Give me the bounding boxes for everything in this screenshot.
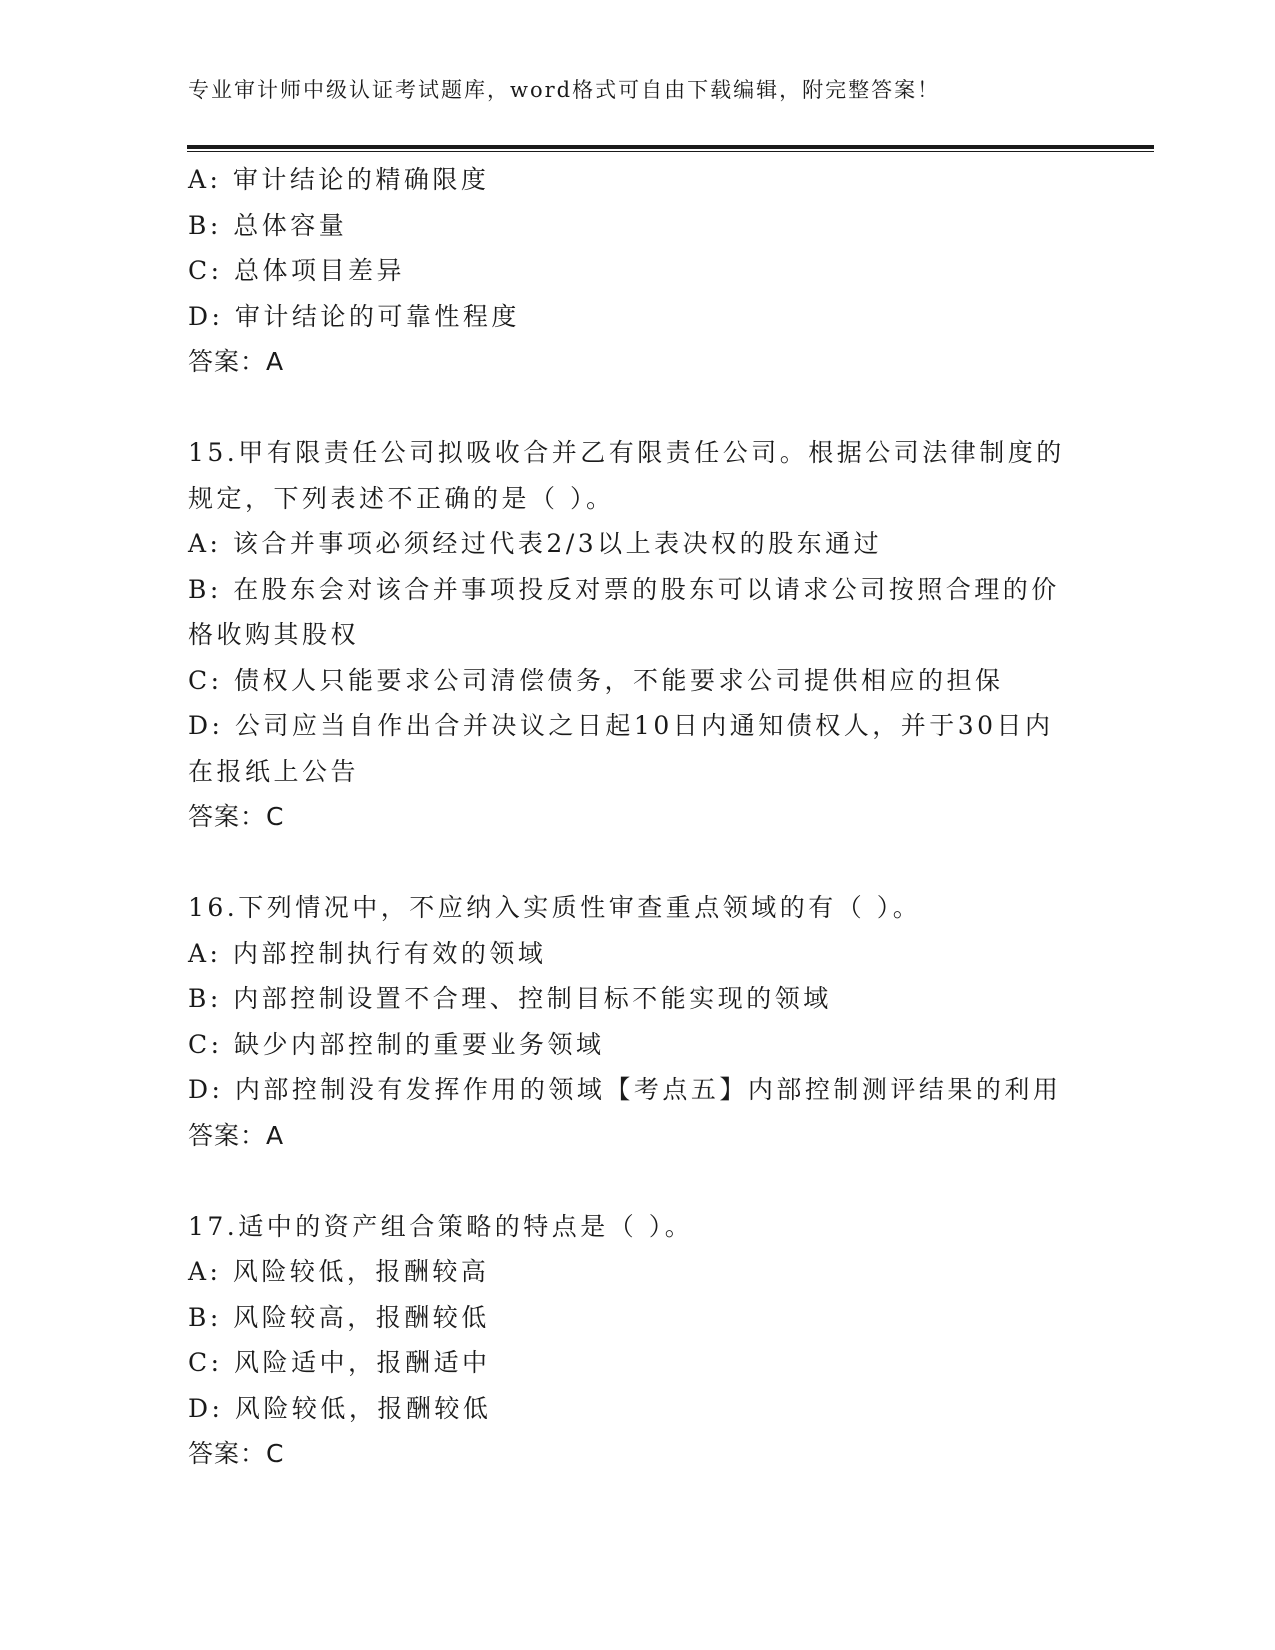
option-d: D: 内部控制没有发挥作用的领域【考点五】内部控制测评结果的利用 bbox=[188, 1075, 1062, 1104]
option-c: C: 风险适中，报酬适中 bbox=[188, 1348, 491, 1377]
option-b-cont: 格收购其股权 bbox=[188, 620, 360, 649]
question-stem: 15.甲有限责任公司拟吸收合并乙有限责任公司。根据公司法律制度的 bbox=[188, 438, 1065, 467]
option-d: D: 公司应当自作出合并决议之日起10日内通知债权人，并于30日内 bbox=[188, 711, 1054, 740]
answer-line: 答案：C bbox=[188, 1439, 285, 1468]
block-spacer bbox=[188, 385, 1088, 431]
question-block-16 bbox=[188, 885, 1088, 1158]
header-rule-thick bbox=[187, 145, 1154, 149]
option-d: D: 风险较低，报酬较低 bbox=[188, 1393, 492, 1423]
option-b: B: 总体容量 bbox=[188, 210, 348, 240]
header-rule-thin bbox=[187, 151, 1154, 152]
answer-line: 答案：A bbox=[188, 347, 285, 376]
option-d: D: 审计结论的可靠性程度 bbox=[188, 301, 520, 331]
block-spacer bbox=[188, 1158, 1088, 1204]
question-content bbox=[188, 157, 1088, 1477]
option-a: A: 风险较低，报酬较高 bbox=[188, 1257, 490, 1286]
question-stem-cont: 规定，下列表述不正确的是（ ）。 bbox=[188, 483, 615, 513]
option-b: B: 风险较高，报酬较低 bbox=[188, 1302, 490, 1332]
option-a: A: 内部控制执行有效的领域 bbox=[188, 938, 547, 968]
option-c: C: 缺少内部控制的重要业务领域 bbox=[188, 1029, 605, 1059]
option-c: C: 总体项目差异 bbox=[188, 256, 405, 285]
option-a: A: 审计结论的精确限度 bbox=[188, 165, 490, 194]
option-b: B: 在股东会对该合并事项投反对票的股东可以请求公司按照合理的价 bbox=[188, 574, 1060, 604]
option-b: B: 内部控制设置不合理、控制目标不能实现的领域 bbox=[188, 984, 832, 1013]
block-spacer bbox=[188, 840, 1088, 886]
question-stem: 16.下列情况中，不应纳入实质性审查重点领域的有（ ）。 bbox=[188, 893, 922, 922]
option-a: A: 该合并事项必须经过代表2/3以上表决权的股东通过 bbox=[188, 529, 883, 558]
question-block-14 bbox=[188, 157, 1088, 385]
question-stem: 17.适中的资产组合策略的特点是（ ）。 bbox=[188, 1211, 694, 1241]
question-block-15 bbox=[188, 430, 1088, 840]
answer-line: 答案：C bbox=[188, 802, 285, 831]
question-block-17 bbox=[188, 1204, 1088, 1477]
option-d-cont: 在报纸上公告 bbox=[188, 756, 360, 786]
page-header: 专业审计师中级认证考试题库，word格式可自由下载编辑，附完整答案！ bbox=[188, 78, 941, 102]
option-c: C: 债权人只能要求公司清偿债务，不能要求公司提供相应的担保 bbox=[188, 665, 1004, 695]
answer-line: 答案：A bbox=[188, 1120, 285, 1150]
